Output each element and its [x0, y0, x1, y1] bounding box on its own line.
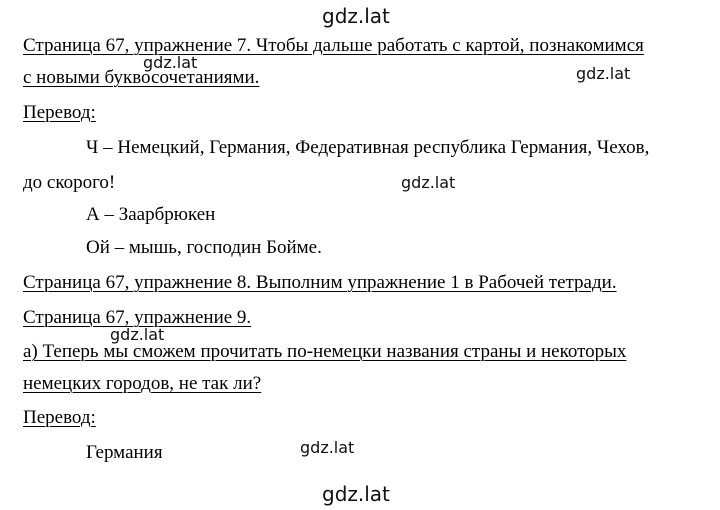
translation-label-1: Перевод:	[23, 102, 96, 123]
watermark-5: gdz.lat	[300, 438, 355, 457]
watermark-2: gdz.lat	[576, 64, 631, 83]
exercise-8-heading: Страница 67, упражнение 8. Выполним упражнение 1 в Рабочей тетради.	[23, 272, 617, 293]
exercise-9-heading: Страница 67, упражнение 9.	[23, 307, 252, 328]
exercise-7-heading: Страница 67, упражнение 7. Чтобы дальше работать с картой, познакомимся	[23, 35, 644, 56]
translation-1-line-2: до скорого!	[23, 172, 116, 193]
watermark-bottom: gdz.lat	[322, 482, 390, 506]
translation-1-line-3: А – Заарбрюкен	[86, 204, 216, 225]
exercise-7-heading-cont: с новыми буквосочетаниями.	[23, 67, 260, 88]
watermark-1: gdz.lat	[143, 53, 198, 72]
exercise-9a-line-2: немецких городов, не так ли?	[23, 373, 262, 394]
translation-1-line-1: Ч – Немецкий, Германия, Федеративная республика Германия, Чехов,	[86, 137, 650, 158]
translation-label-2: Перевод:	[23, 407, 96, 428]
watermark-3: gdz.lat	[401, 173, 456, 192]
watermark-top: gdz.lat	[322, 4, 390, 28]
translation-1-line-4: Ой – мышь, господин Бойме.	[86, 237, 322, 258]
watermark-4: gdz.lat	[110, 325, 165, 344]
translation-2-line-1: Германия	[86, 442, 163, 463]
exercise-9a-line-1: а) Теперь мы сможем прочитать по-немецки названия страны и некоторых	[23, 341, 627, 362]
